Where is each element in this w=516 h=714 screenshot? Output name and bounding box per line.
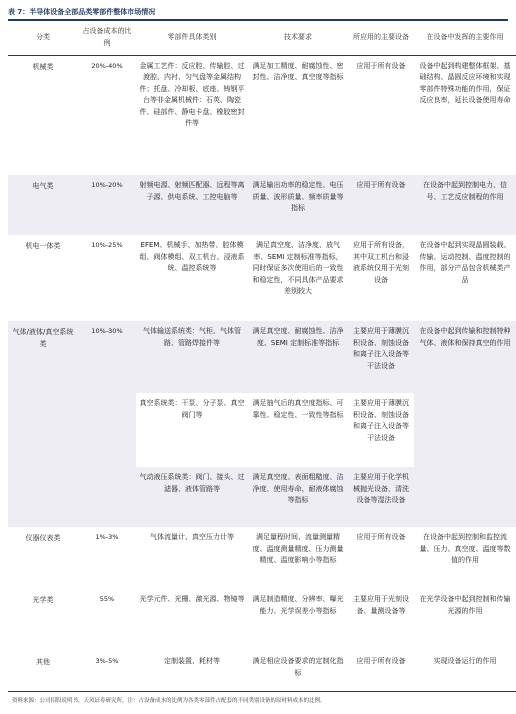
- cell-category: 仪器仪表类: [25, 534, 61, 542]
- cell-cost-ratio: 10%-30%: [78, 321, 136, 527]
- header-parts: 零部件具体类别: [136, 21, 248, 55]
- table-row: [8, 321, 516, 393]
- table-row: [8, 651, 516, 691]
- cell-equipment: 主要应用于薄膜沉积设备、刻蚀设备和离子注入设备等干法设备: [348, 393, 414, 467]
- cell-category: 机械类: [32, 62, 54, 71]
- table-header-row: [8, 21, 516, 55]
- cell-parts: EFEM、机械手、加热带、腔体模组、阀体模组、双工机台、浸液系统、温控系统等: [139, 241, 245, 272]
- cell-parts: 真空系统类：干泵、分子泵、真空阀门等: [136, 393, 248, 467]
- cell-tech: 满足真空度、表面粗糙度、洁净度、使用寿命、耐液体腐蚀等指标: [248, 467, 348, 527]
- cell-parts: 定制装置、耗材等: [136, 651, 248, 691]
- cell-equipment: 应用于所有设备: [356, 533, 406, 541]
- cell-role: 在设备中起到控制和监控流量、压力、真空度、温度等数值的作用: [419, 533, 511, 564]
- cell-tech: 满足加工精度、耐腐蚀性、密封性、洁净度、真空度等指标: [252, 61, 344, 81]
- table-row: [8, 235, 516, 321]
- cell-category: 电气类: [8, 175, 78, 235]
- cell-cost-ratio: 55%: [99, 595, 115, 603]
- cell-parts: 气动液压系统类：阀门、接头、过滤器、液体管路等: [136, 467, 248, 527]
- source-note: 资料来源：公司招股说明书，天风证券研究所，注：占设备成本的比例为各类零部件占配套的不同类别设备的原材料成本的比例。: [12, 697, 326, 704]
- table-row: [8, 589, 516, 651]
- table-row: [8, 527, 516, 589]
- cell-tech: 满足真空度、耐腐蚀性、洁净度、SEMI 定制标准等指标: [248, 321, 348, 393]
- cell-parts: 光学元件、光栅、激光源、物镜等: [139, 595, 245, 603]
- cell-cost-ratio: 10%-20%: [78, 175, 136, 235]
- cell-parts: 气体输送系统类：气柜、气体管路、管路焊接件等: [136, 321, 248, 393]
- cell-cost-ratio: 3%-5%: [78, 651, 136, 691]
- cell-cost-ratio: 20%-40%: [91, 61, 123, 70]
- cell-equipment: 主要应用于薄膜沉积设备、刻蚀设备和离子注入设备等干法设备: [348, 321, 414, 393]
- cell-category: 机电一体类: [25, 242, 61, 250]
- cell-cost-ratio: 1%-3%: [95, 533, 119, 541]
- cell-cost-ratio: 10%-25%: [91, 241, 123, 249]
- header-category: 分类: [8, 21, 78, 55]
- cell-role: [414, 467, 516, 527]
- cell-tech: 满足抽气后的真空度指标、可靠性、稳定性、一致性等指标: [248, 393, 348, 467]
- cell-category: 气体/液体/真空系统类: [8, 321, 78, 527]
- component-market-table: [8, 21, 516, 692]
- cell-role: 在设备中起到传输和控制特种气体、液体和保持真空的作用: [414, 321, 516, 393]
- cell-tech: 满足量程时间、流量测量精度、温度测量精度、压力测量精度、温度影响小等指标: [252, 533, 344, 564]
- table-row: [8, 175, 516, 235]
- cell-tech: 满足制造精度、分辨率、曝光能力、光学误差小等指标: [252, 595, 344, 615]
- cell-role: [414, 393, 516, 467]
- cell-parts: 金属工艺件：反应腔、传输腔、过渡腔、内衬、匀气盘等金属结构件；托盘、冷却板、底座、铸钢平台等非金属机械件：石英、陶瓷件、硅部件、静电卡盘、橡胶密封件等: [139, 61, 245, 127]
- cell-parts: 射频电源、射频匹配器、远程等离子源、供电系统、工控电脑等: [136, 175, 248, 235]
- cell-role: 设备中起到构建整体框架、基础结构、晶圆反应环境和实现零部件特殊功能的作用，保证反应良率，延长设备使用寿命: [419, 61, 511, 104]
- cell-equipment: 主要应用于光刻设备、量测设备等: [353, 595, 409, 615]
- cell-tech: 满足真空度、洁净度、放气率、SEMI 定制标准等指标，同时保证多次使用后的一致性和稳定性，不同具体产品要求差别较大: [252, 241, 344, 295]
- cell-tech: 满足相应设备要求的定制化指标: [248, 651, 348, 691]
- cell-role: 实现设备运行的作用: [414, 651, 516, 691]
- cell-equipment: 应用于所有设备，其中双工机台和浸液系统仅用于光刻设备: [353, 241, 409, 284]
- cell-equipment: 应用于所有设备: [356, 61, 406, 70]
- cell-category: 光学类: [32, 596, 54, 604]
- cell-role: 在光学设备中起到控制和传输光源的作用: [419, 595, 511, 615]
- table-row: [8, 55, 516, 175]
- cell-role: 在设备中起到实现晶圆装载、传输、运动控制、温度控制的作用，部分产品包含机械类产品: [419, 241, 511, 284]
- cell-category: 其他: [8, 651, 78, 691]
- cell-tech: 满足输出功率的稳定性、电压质量、波形质量、频率质量等指标: [248, 175, 348, 235]
- table-title: 表 7：半导体设备全部品类零部件整体市场情况: [8, 8, 156, 16]
- header-tech-requirements: 技术要求: [248, 21, 348, 55]
- header-cost-ratio: 占设备成本的比例: [78, 21, 136, 55]
- cell-role: 在设备中起到控制电力、信号、工艺反应制程的作用: [414, 175, 516, 235]
- cell-equipment: 应用于所有设备: [348, 651, 414, 691]
- header-role: 在设备中发挥的主要作用: [414, 21, 516, 55]
- cell-equipment: 主要应用于化学机械抛光设备、清洗设备等湿法设备: [348, 467, 414, 527]
- cell-equipment: 应用于所有设备: [348, 175, 414, 235]
- header-equipment: 所应用的主要设备: [348, 21, 414, 55]
- cell-parts: 气体流量计、真空压力计等: [150, 533, 234, 541]
